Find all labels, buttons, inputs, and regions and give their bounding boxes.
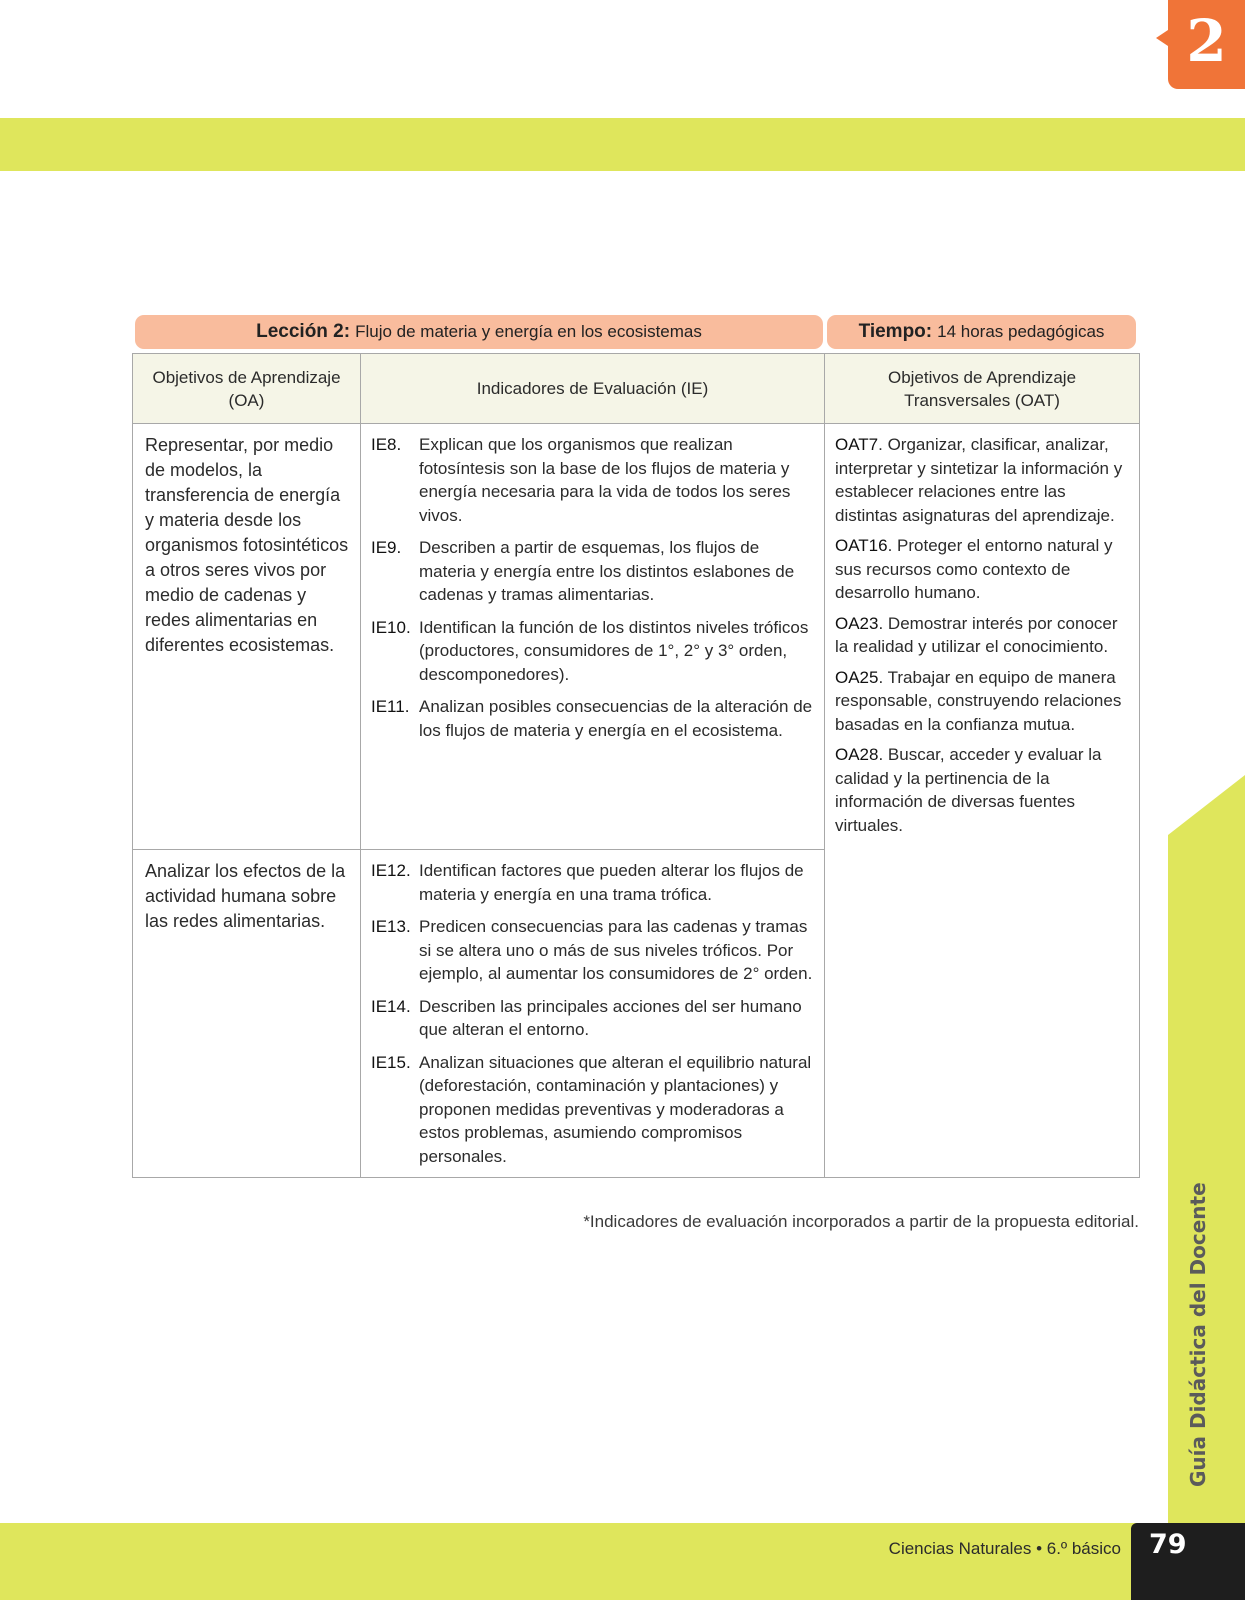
page-number: 79: [1149, 1529, 1187, 1560]
ie-list: [371, 433, 814, 742]
ie-text: Describen las principales acciones del ser humano que alteran el entorno.: [419, 996, 802, 1039]
ie-item: [371, 433, 814, 527]
lesson-label: Lección 2:: [256, 321, 351, 342]
ie-text: Identifican la función de los distintos niveles tróficos (productores, consumidores de 1°, 2° y 3° orden, descomponedores).: [419, 617, 809, 684]
chapter-tab: [1168, 0, 1245, 89]
ie-text: Analizan posibles consecuencias de la alteración de los flujos de materia y energía en el ecosistema.: [419, 697, 813, 740]
ie-text: Analizan situaciones que alteran el equilibrio natural (deforestación, contaminación y plantaciones) y proponen medidas preventivas y moderadoras a estos problemas, asumiendo compromisos personales.: [419, 1052, 812, 1166]
ie-item: [371, 1051, 814, 1169]
oat-text: . Trabajar en equipo de manera responsable, construyendo relaciones basadas en la confianza mutua.: [835, 667, 1122, 734]
oat-item: [835, 534, 1129, 605]
objectives-table: [132, 353, 1140, 1178]
time-value: 14 horas pedagógicas: [937, 322, 1105, 341]
oa-cell: Representar, por medio de modelos, la transferencia de energía y materia desde los organismos fotosintéticos a otros seres vivos por medio de cadenas y redes alimentarias en diferentes ecosistemas.: [133, 424, 361, 850]
oat-item: [835, 433, 1129, 527]
lesson-header: [135, 315, 823, 349]
ie-item: [371, 915, 814, 986]
lesson-title: Flujo de materia y energía en los ecosistemas: [355, 322, 702, 341]
ie-item: [371, 536, 814, 607]
table-header-row: [133, 354, 1140, 424]
ie-item: [371, 616, 814, 687]
ie-item: [371, 995, 814, 1042]
ie-text: Identifican factores que pueden alterar los flujos de materia y energía en una trama trófica.: [419, 861, 804, 904]
ie-text: Explican que los organismos que realizan fotosíntesis son la base de los flujos de materia y energía necesaria para la vida de todos los seres vivos.: [419, 435, 791, 525]
oat-text: . Organizar, clasificar, analizar, interpretar y sintetizar la información y establecer relaciones entre las distintas asignaturas del aprendizaje.: [835, 435, 1123, 525]
ie-cell: [361, 424, 825, 850]
oat-code: OA25: [835, 667, 879, 687]
ie-code: IE14.: [371, 996, 411, 1016]
table-row: [133, 424, 1140, 850]
header-ie: Indicadores de Evaluación (IE): [361, 354, 825, 424]
footer-subject: Ciencias Naturales • 6.º básico: [888, 1539, 1121, 1558]
header-oat: Objetivos de Aprendizaje Transversales (OAT): [825, 354, 1140, 424]
ie-code: IE9.: [371, 538, 402, 557]
ie-item: [371, 859, 814, 906]
oat-text: . Demostrar interés por conocer la realidad y utilizar el conocimiento.: [835, 613, 1118, 656]
oat-code: OAT16: [835, 536, 888, 555]
oat-code: OAT7: [835, 435, 879, 454]
header-oa: Objetivos de Aprendizaje (OA): [133, 354, 361, 424]
ie-cell: [361, 850, 825, 1178]
ie-text: Predicen consecuencias para las cadenas y tramas si se altera uno o más de sus niveles tróficos. Por ejemplo, al aumentar los consumidores de 2° orden.: [419, 917, 813, 983]
footnote: *Indicadores de evaluación incorporados a partir de la propuesta editorial.: [583, 1212, 1139, 1231]
oat-code: OA23: [835, 613, 879, 633]
chapter-number: 2: [1186, 7, 1227, 75]
oat-code: OA28: [835, 745, 879, 764]
oat-cell: [825, 424, 1140, 1178]
page-number-box: [1131, 1523, 1245, 1600]
time-label: Tiempo:: [858, 321, 933, 342]
oat-text: . Buscar, acceder y evaluar la calidad y la pertinencia de la información de diversas fuentes virtuales.: [835, 745, 1102, 835]
ie-text: Describen a partir de esquemas, los flujos de materia y energía entre los distintos eslabones de cadenas y tramas alimentarias.: [419, 538, 795, 604]
time-header: [827, 315, 1136, 349]
oat-item: [835, 743, 1129, 837]
ie-code: IE12.: [371, 861, 411, 880]
ie-code: IE8.: [371, 435, 402, 454]
top-decorative-band: [0, 118, 1245, 171]
ie-code: IE10.: [371, 617, 411, 637]
ie-code: IE11.: [371, 697, 410, 716]
oat-text: . Proteger el entorno natural y sus recursos como contexto de desarrollo humano.: [835, 536, 1113, 602]
oat-item: [835, 666, 1129, 737]
ie-code: IE13.: [371, 917, 411, 936]
ie-item: [371, 695, 814, 742]
side-title: Guía Didáctica del Docente: [1186, 1182, 1210, 1487]
ie-code: IE15.: [371, 1052, 411, 1072]
oa-cell: Analizar los efectos de la actividad humana sobre las redes alimentarias.: [133, 850, 361, 1178]
oat-item: [835, 612, 1129, 659]
ie-list: [371, 859, 814, 1168]
